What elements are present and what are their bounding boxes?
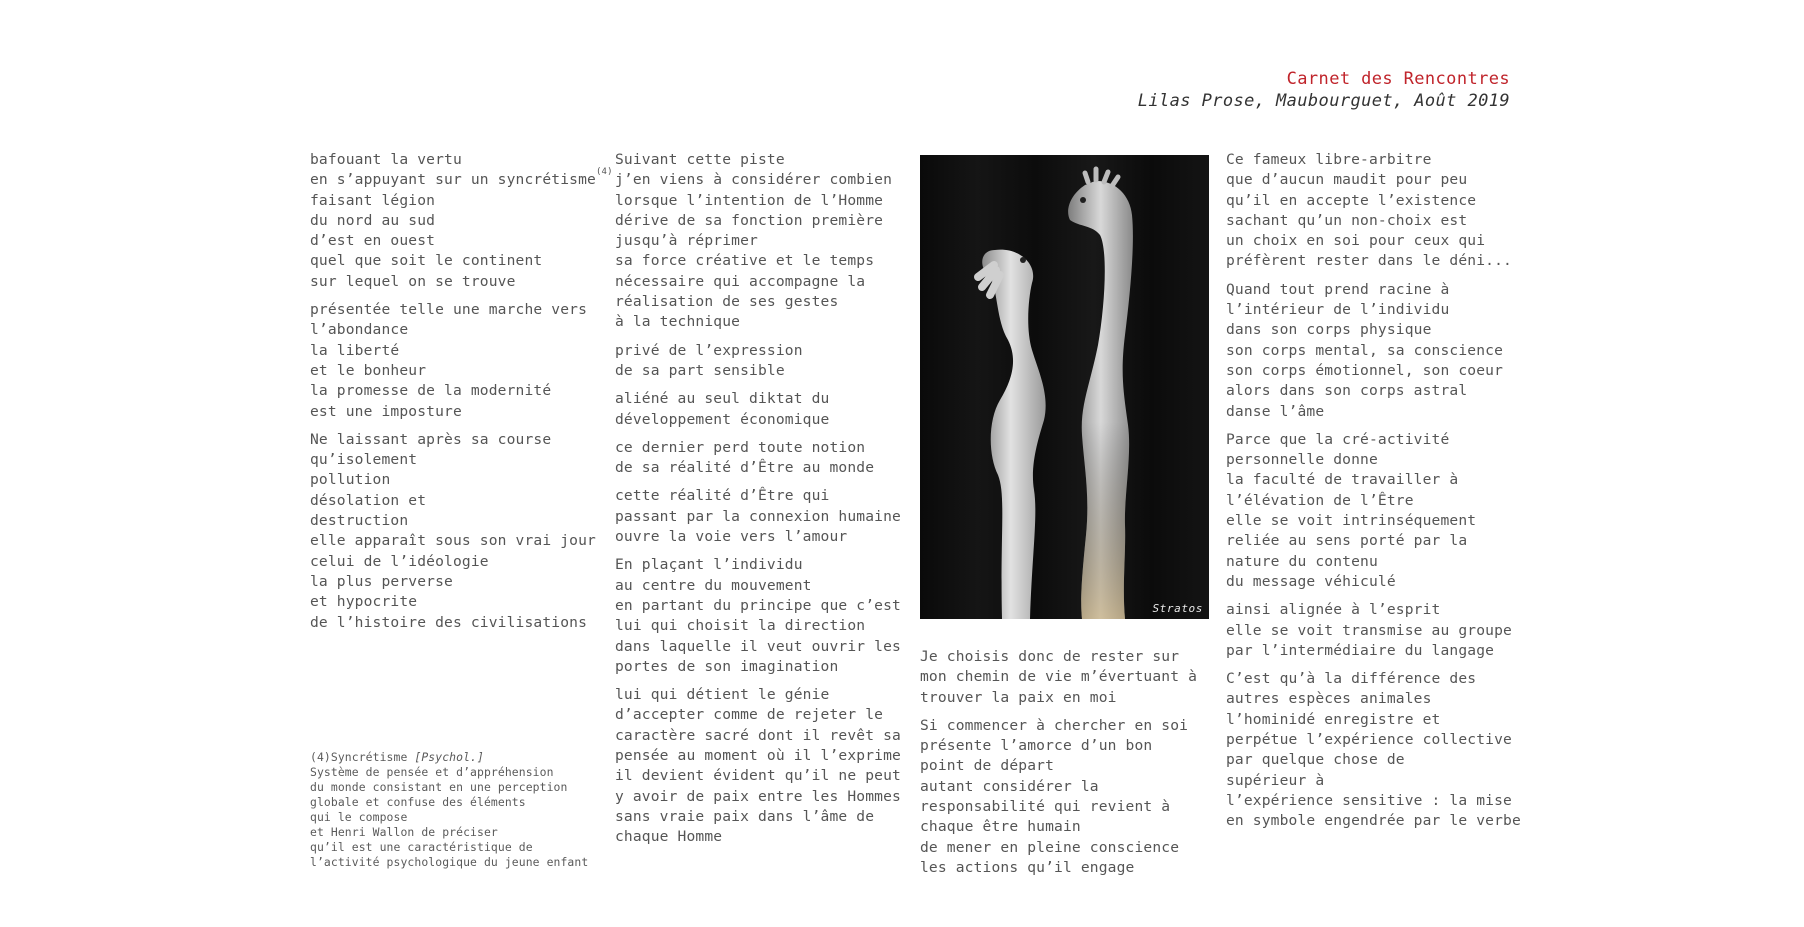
verse-line: l’hominidé enregistre et: [1226, 710, 1441, 728]
stanza: [920, 647, 1220, 708]
footnote: [310, 750, 605, 870]
verse-line: de sa part sensible: [615, 361, 785, 379]
verse-line: lui qui détient le génie: [615, 686, 830, 704]
verse-line: cette réalité d’Être qui: [615, 487, 830, 505]
verse-line: la liberté: [310, 341, 400, 359]
verse-line: perpétue l’expérience collective: [1226, 731, 1512, 749]
verse-line: de l’histoire des civilisations: [310, 613, 588, 631]
verse-line: supérieur à: [1226, 771, 1325, 789]
footnote-line: qui le compose: [310, 810, 408, 824]
verse-line: lui qui choisit la direction: [615, 617, 866, 635]
verse-line: celui de l’idéologie: [310, 552, 489, 570]
verse-line: par l’intermédiaire du langage: [1226, 641, 1495, 659]
footnote-heading: [310, 750, 605, 765]
verse-line: j’en viens à considérer combien: [615, 171, 893, 189]
verse-line: sachant qu’un non-choix est: [1226, 211, 1468, 229]
verse-line: lorsque l’intention de l’Homme: [615, 191, 884, 209]
verse-line: nécessaire qui accompagne la: [615, 272, 866, 290]
stanza: [615, 486, 915, 547]
stanza: [1226, 150, 1526, 272]
footnote-reference: (4): [595, 167, 613, 178]
verse-line: portes de son imagination: [615, 657, 839, 675]
verse-line: est une imposture: [310, 402, 462, 420]
verse-line: elle se voit intrinséquement: [1226, 512, 1477, 530]
verse-line: la promesse de la modernité: [310, 382, 552, 400]
stanza: [615, 150, 915, 333]
verse-line: dans laquelle il veut ouvrir les: [615, 637, 901, 655]
verse-line: qu’il en accepte l’existence: [1226, 191, 1477, 209]
verse-line: nature du contenu: [1226, 552, 1378, 570]
verse-line: présentée telle une marche vers: [310, 301, 588, 319]
verse-line: qu’isolement: [310, 451, 418, 469]
verse-line: présente l’amorce d’un bon: [920, 737, 1153, 755]
verse-line: un choix en soi pour ceux qui: [1226, 232, 1486, 250]
verse-line: faisant légion: [310, 191, 436, 209]
stanza: [615, 389, 915, 430]
verse-line: la faculté de travailler à: [1226, 471, 1459, 489]
page-header: [1138, 68, 1510, 112]
verse-line: danse l’âme: [1226, 402, 1325, 420]
sculpture-illustration: [920, 155, 1209, 619]
footnote-domain: [Psychol.]: [414, 750, 484, 764]
text-column-3: [920, 647, 1220, 886]
verse-line: Ce fameux libre-arbitre: [1226, 151, 1432, 168]
verse-line: d’est en ouest: [310, 232, 436, 250]
verse-line: En plaçant l’individu: [615, 556, 803, 574]
verse-line: au centre du mouvement: [615, 576, 812, 594]
verse-line: autant considérer la: [920, 777, 1099, 795]
verse-line: jusqu’à réprimer: [615, 232, 758, 250]
footnote-term: (4)Syncrétisme: [310, 750, 408, 764]
verse-line: en s’appuyant sur un syncrétisme$^{(4)}$: [310, 167, 613, 189]
verse-line: ouvre la voie vers l’amour: [615, 528, 848, 546]
stanza: [615, 685, 915, 847]
verse-line: et le bonheur: [310, 361, 427, 379]
stanza: [615, 555, 915, 677]
verse-line: personnelle donne: [1226, 451, 1378, 469]
verse-line: Si commencer à chercher en soi: [920, 716, 1189, 734]
verse-line: de sa réalité d’Être au monde: [615, 459, 875, 477]
verse-line: l’expérience sensitive : la mise: [1226, 791, 1512, 809]
verse-line: les actions qu’il engage: [920, 858, 1135, 876]
verse-line: que d’aucun maudit pour peu: [1226, 171, 1468, 189]
verse-line: sur lequel on se trouve: [310, 272, 516, 290]
text-column-2: [615, 150, 915, 856]
verse-line: l’abondance: [310, 321, 409, 339]
verse-line: bafouant la vertu: [310, 151, 462, 168]
verse-line: elle se voit transmise au groupe: [1226, 621, 1512, 639]
verse-line: il devient évident qu’il ne peut: [615, 767, 901, 785]
verse-line: l’intérieur de l’individu: [1226, 301, 1450, 319]
verse-line: ainsi alignée à l’esprit: [1226, 601, 1441, 619]
verse-line: Quand tout prend racine à: [1226, 280, 1450, 298]
footnote-line: l’activité psychologique du jeune enfant: [310, 855, 589, 869]
verse-line: dans son corps physique: [1226, 321, 1432, 339]
verse-line: d’accepter comme de rejeter le: [615, 706, 884, 724]
verse-line: elle apparaît sous son vrai jour: [310, 532, 596, 550]
stanza: [310, 150, 613, 292]
photo-caption: Stratos: [1152, 602, 1203, 615]
stanza: [920, 716, 1220, 878]
verse-line: destruction: [310, 512, 409, 530]
verse-line: y avoir de paix entre les Hommes: [615, 787, 901, 805]
verse-line: pollution: [310, 471, 391, 489]
verse-line: caractère sacré dont il revêt sa: [615, 726, 901, 744]
verse-line: la plus perverse: [310, 572, 453, 590]
verse-line: aliéné au seul diktat du: [615, 390, 830, 408]
verse-line: désolation et: [310, 491, 427, 509]
verse-line: chaque être humain: [920, 818, 1081, 836]
verse-line: sa force créative et le temps: [615, 252, 875, 270]
footnote-line: et Henri Wallon de préciser: [310, 825, 498, 839]
verse-line: Suivant cette piste: [615, 151, 785, 168]
verse-line: du message véhiculé: [1226, 572, 1396, 590]
verse-line: et hypocrite: [310, 593, 418, 611]
verse-line: passant par la connexion humaine: [615, 507, 901, 525]
stanza: [615, 341, 915, 382]
verse-line: chaque Homme: [615, 828, 723, 846]
verse-line: son corps émotionnel, son coeur: [1226, 361, 1504, 379]
verse-line: point de départ: [920, 757, 1055, 775]
verse-line: développement économique: [615, 410, 830, 428]
stanza: [1226, 430, 1526, 592]
publication-title: Carnet des Rencontres: [1286, 69, 1510, 89]
verse-line: pensée au moment où il l’exprime: [615, 747, 901, 765]
stanza: [1226, 600, 1526, 661]
footnote-line: Système de pensée et d’appréhension: [310, 765, 554, 779]
footnote-line: du monde consistant en une perception: [310, 780, 568, 794]
verse-line: en partant du principe que c’est: [615, 596, 901, 614]
footnote-line: qu’il est une caractéristique de: [310, 840, 533, 854]
verse-line: l’élévation de l’Être: [1226, 491, 1414, 509]
verse-line: mon chemin de vie m’évertuant à: [920, 668, 1198, 686]
stanza: [310, 300, 600, 422]
verse-line: quel que soit le continent: [310, 252, 543, 270]
stanza: [310, 430, 600, 633]
stanza: [1226, 280, 1526, 422]
verse-line: préfèrent rester dans le déni...: [1226, 252, 1512, 270]
verse-line: reliée au sens porté par la: [1226, 532, 1468, 550]
publication-subtitle: Lilas Prose, Maubourguet, Août 2019: [1137, 91, 1510, 111]
verse-line: par quelque chose de: [1226, 751, 1405, 769]
verse-line: C’est qu’à la différence des: [1226, 670, 1477, 688]
verse-line: sans vraie paix dans l’âme de: [615, 807, 875, 825]
sculpture-photo: [920, 155, 1209, 619]
verse-line: responsabilité qui revient à: [920, 798, 1171, 816]
text-column-1: [310, 150, 613, 641]
verse-line: dérive de sa fonction première: [615, 211, 884, 229]
stanza: [1226, 669, 1526, 831]
verse-line: Je choisis donc de rester sur: [920, 648, 1180, 665]
verse-line: privé de l’expression: [615, 341, 803, 359]
verse-line: Parce que la cré-activité: [1226, 430, 1450, 448]
verse-line: ce dernier perd toute notion: [615, 438, 866, 456]
verse-line: alors dans son corps astral: [1226, 382, 1468, 400]
verse-line: trouver la paix en moi: [920, 688, 1117, 706]
verse-line: son corps mental, sa conscience: [1226, 341, 1504, 359]
text-column-4: [1226, 150, 1526, 840]
stanza: [615, 438, 915, 479]
verse-line: en symbole engendrée par le verbe: [1226, 812, 1521, 830]
verse-line: Ne laissant après sa course: [310, 430, 552, 448]
verse-line: à la technique: [615, 313, 741, 331]
footnote-line: globale et confuse des éléments: [310, 795, 526, 809]
verse-line: autres espèces animales: [1226, 690, 1432, 708]
footnote-body: [310, 765, 605, 870]
verse-line: du nord au sud: [310, 211, 436, 229]
verse-line: de mener en pleine conscience: [920, 838, 1180, 856]
verse-line: réalisation de ses gestes: [615, 293, 839, 311]
